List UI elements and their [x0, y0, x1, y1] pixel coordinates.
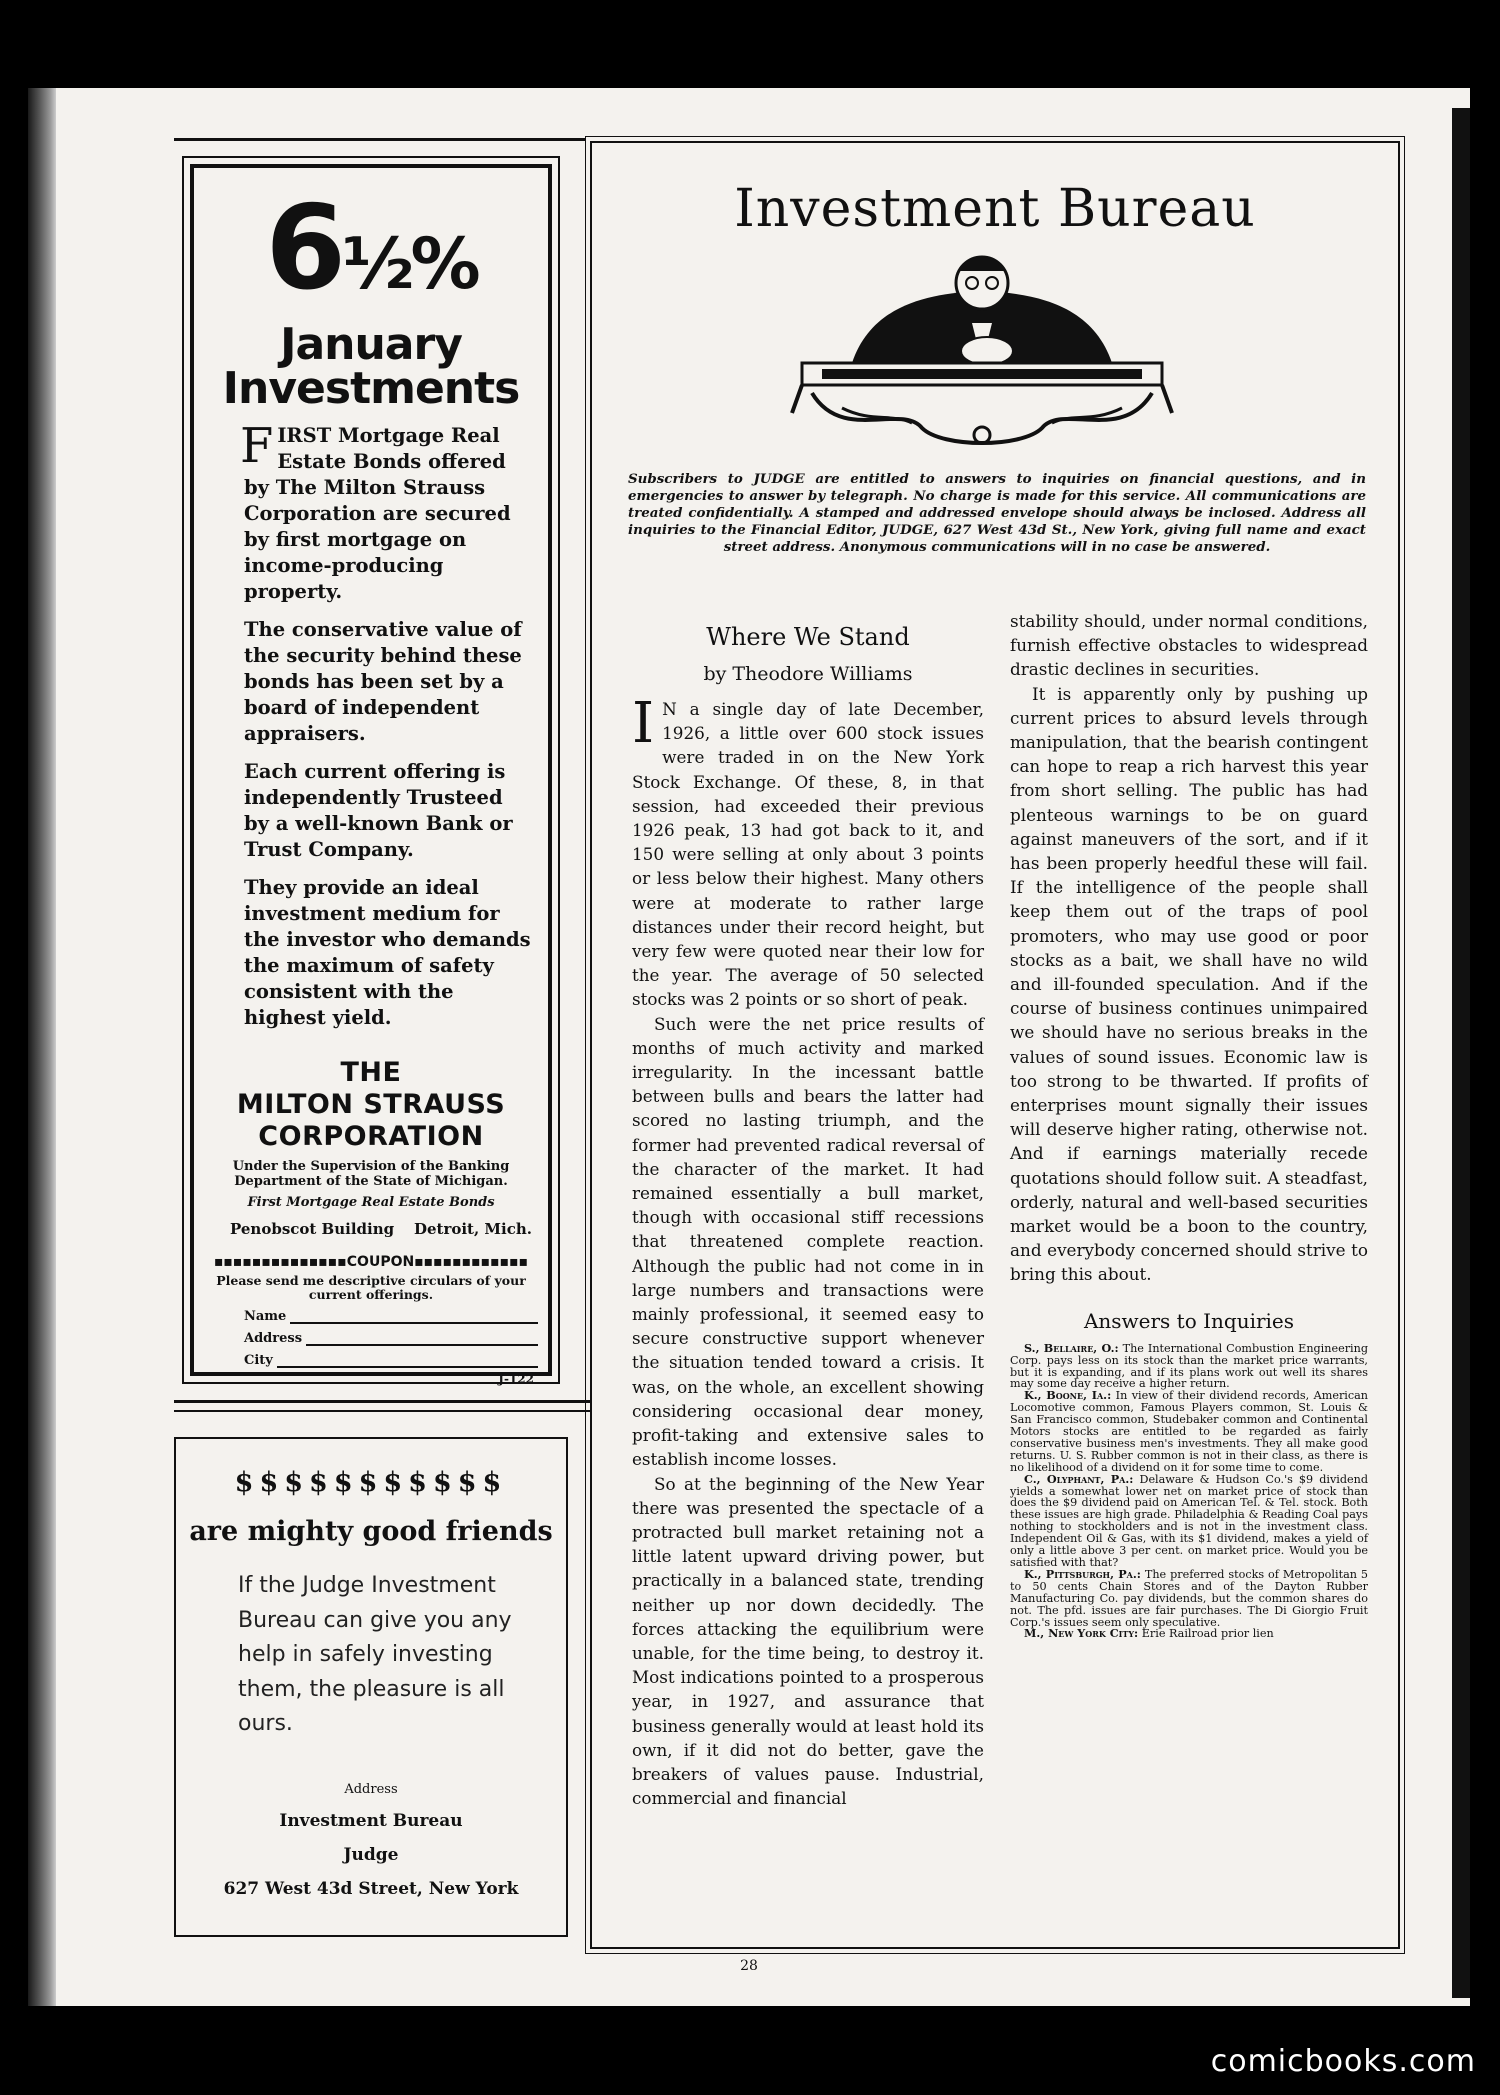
- headline-january: January: [280, 319, 462, 370]
- judge-bureau-advertisement: [174, 1437, 568, 1937]
- article-paragraph: stability should, under normal conditions, furnish effective obstacles to widespread drastic declines in securities.: [1010, 611, 1368, 680]
- top-rule: [174, 138, 586, 141]
- article-title: Where We Stand: [706, 623, 910, 651]
- article-paragraph: I N a single day of late December, 1926, a little over 600 stock issues were traded in on the New York Stock Exchange. Of these, 8, in that session, had exceeded their previous 1926 peak, 13 had got back to it, and 150 were selling at only about 3 points or less below their highest. Many others were at moderate to rather large distances under their record height, but very few were quoted near their low for the year. The average of 50 selected stocks was 2 points or so short of peak.: [632, 691, 984, 1010]
- name-field[interactable]: Name: [244, 1308, 538, 1324]
- corporation-name: THE MILTON STRAUSS CORPORATION: [236, 1057, 506, 1152]
- bonds-line: First Mortgage Real Estate Bonds: [247, 1195, 495, 1210]
- coupon-header: ▪▪▪▪▪▪▪▪▪▪▪▪▪▪COUPON▪▪▪▪▪▪▪▪▪▪▪▪: [213, 1254, 529, 1270]
- city-field[interactable]: City: [244, 1352, 538, 1368]
- dollar-signs: $$$$$$$$$$$: [234, 1467, 508, 1498]
- ad-paragraph: The conservative value of the security behind these bonds has been set by a board of independent appraisers.: [244, 618, 522, 745]
- answer-item: K., Boone, Ia.: In view of their dividend records, American Locomotive common, Famous Players common, St. Louis & San Francisco common, Studebaker common and Continental Motors stocks are entitled to be regarded as fairly conservative business men's investments. They all make good returns. U. S. Rubber common is not in their class, as there is no likelihood of a dividend on it for some time to come.: [1010, 1388, 1369, 1474]
- address-line: Penobscot Building Detroit, Mich.: [230, 1220, 532, 1238]
- address-label: Address: [344, 1781, 398, 1797]
- street-address: 627 West 43d Street, New York: [223, 1878, 519, 1899]
- friends-headline: are mighty good friends: [189, 1516, 553, 1547]
- article-body-continued: [1010, 609, 1368, 1287]
- page-title: Investment Bureau: [734, 179, 1256, 239]
- article-paragraph: It is apparently only by pushing up current prices to absurd levels through manipulation, that the bearish contingent can hope to reap a rich harvest this year from short selling. The public has had plenteous warnings to be on guard against maneuvers of the sort, and if it has been properly heedful these will fail. If the intelligence of the people shall keep them out of the traps of pool promoters, who may use good or poor stocks as a bait, we shall have no wild and ill-founded speculation. And if the course of business continues unimpaired we should have no serious breaks in the values of sound issues. Economic law is too strong to be thwarted. If profits of enterprises mount signally their issues will deserve higher rating, otherwise not. And if earnings materially recede quotations should follow suit. A steadfast, orderly, natural and well-based securities market would be a boon to the country, and everybody concerned should strive to bring this about.: [1010, 683, 1368, 1285]
- article-column-right: [1010, 609, 1368, 1640]
- answer-item: K., Pittsburgh, Pa.: The preferred stocks of Metropolitan 5 to 50 cents Chain Stores and of the Dayton Rubber Manufacturing Co. pay dividends, but the common shares do not. The pfd. issues are fair purchases. The Di Giorgio Fruit Corp.'s issues seem only speculative.: [1010, 1566, 1368, 1629]
- bureau-name: Investment Bureau: [279, 1810, 463, 1831]
- article-byline: by Theodore Williams: [703, 663, 913, 685]
- article-paragraph: So at the beginning of the New Year there was presented the spectacle of a protracted bull market retaining not a little latent upward driving power, but practically in a balanced state, trending neither up nor down decidedly. The forces attacking the equilibrium were unable, for the time being, to destroy it. Most indications pointed to a prosperous year, in 1927, and assurance that business generally would at least hold its own, if it did not do better, gave the breakers of values pause. Industrial, commercial and financial: [632, 1473, 984, 1809]
- supervision-note: Under the Supervision of the Banking Department of the State of Michigan.: [232, 1159, 510, 1189]
- ad-paragraph: Each current offering is independently Trusteed by a well-known Bank or Trust Company.: [244, 760, 513, 861]
- strauss-advertisement: [190, 164, 552, 1386]
- article-body: [632, 691, 984, 1810]
- drop-cap: I: [632, 691, 655, 756]
- magazine-name: Judge: [343, 1844, 399, 1865]
- coupon-code: J-122: [498, 1372, 534, 1386]
- banker-illustration-icon: [782, 243, 1182, 463]
- answer-item: C., Olyphant, Pa.: Delaware & Hudson Co.'s $9 dividend yields a somewhat lower net on market price of stock than does the $9 dividend paid on American Tel. & Tel. stock. Both these issues are high grade. Philadelphia & Reading Coal pays nothing to stockholders and is not in the investment class. Independent Oil & Gas, with its $1 dividend, makes a yield of only a little above 3 per cent. on market price. Would you be satisfied with that?: [1010, 1471, 1368, 1569]
- magazine-page: [28, 88, 1470, 2006]
- coupon-note: Please send me descriptive circulars of your current offerings.: [216, 1273, 526, 1302]
- answer-item: M., New York City: Erie Railroad prior lien: [1024, 1626, 1274, 1641]
- divider-rule: [174, 1400, 592, 1403]
- subscriber-notice: Subscribers to JUDGE are entitled to answers to inquiries on financial questions, and in emergencies to answer by telegraph. No charge is made for this service. All communications are treated confidentially. A stamped and addressed envelope should always be inclosed. Address all inquiries to the Financial Editor, JUDGE, 627 West 43d St., New York, giving full name and exact street address. Anonymous communications will in no case be answered.: [628, 471, 1366, 555]
- divider-rule-2: [174, 1410, 592, 1412]
- article-column-left: [632, 609, 984, 1810]
- article-paragraph: Such were the net price results of months of much activity and marked irregularity. In the incessant battle between bulls and bears the latter had scored no lasting triumph, and the former had prevented radical reversal of the character of the market. It had remained essentially a bull market, though with occasional stiff recessions that threatened complete reaction. Although the public had not come in in large numbers and transactions were mainly professional, it seemed easy to secure constructive support whenever the situation tended toward a crisis. It was, on the whole, an excellent showing considering occasional dear money, profit-taking and extensive sales to establish income losses.: [632, 1013, 984, 1470]
- ad-paragraph: FIRST Mortgage Real Estate Bonds offered by The Milton Strauss Corporation are secured by first mortgage on income-producing property.: [240, 418, 511, 603]
- page-number: 28: [740, 1958, 758, 1974]
- rate-headline: 6½%: [265, 181, 477, 316]
- page-edge: [1452, 108, 1470, 1998]
- ad-body: If the Judge Investment Bureau can give you any help in safely investing them, the pleasure is all ours.: [238, 1573, 512, 1736]
- investment-bureau-section: [590, 141, 1400, 1949]
- answer-item: S., Bellaire, O.: The International Combustion Engineering Corp. pays less on its stock than the market price warrants, but it is expanding, and if its plans work out well its shares may some day receive a higher return.: [1010, 1340, 1368, 1391]
- headline-investments: Investments: [222, 363, 520, 414]
- book-gutter: [28, 88, 56, 2006]
- answers-heading: Answers to Inquiries: [1083, 1308, 1295, 1333]
- address-field[interactable]: Address: [244, 1330, 538, 1346]
- answers-list: [1010, 1340, 1369, 1641]
- watermark: comicbooks.com: [1210, 2044, 1476, 2079]
- ad-paragraph: They provide an ideal investment medium for the investor who demands the maximum of safety consistent with the highest yield.: [244, 876, 531, 1029]
